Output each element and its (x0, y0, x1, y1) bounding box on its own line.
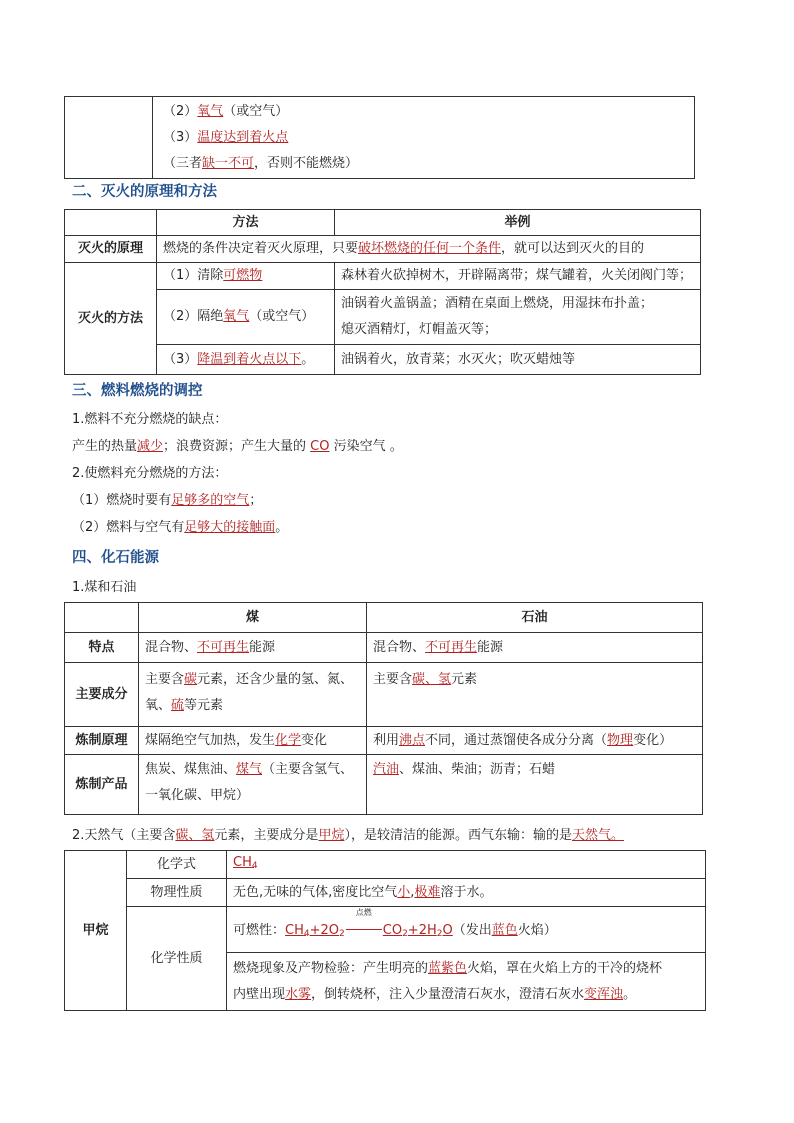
physical-property-label: 物理性质 (127, 879, 227, 907)
combustibility: 可燃性：$CH_4+2O_2$ 点燃 $CO_2+2H_2O$（发出蓝色火焰） (227, 907, 706, 953)
section-3-title: 三、燃料燃烧的调控 (72, 383, 203, 399)
oil-composition: 主要含碳、氢元素 (367, 663, 703, 727)
sec3-p5: （2）燃料与空气有足够大的接触面。 (72, 520, 289, 535)
condition-3: （3）温度达到着火点 (163, 129, 289, 145)
row-refine-principle-label: 炼制原理 (65, 727, 139, 755)
combustion-observation: 燃烧现象及产物检验：产生明亮的蓝紫色火焰，罩在火焰上方的干冷的烧杯 内壁出现水雾，倒转烧杯，注入少量澄清石灰水，澄清石灰水变浑浊。 (227, 953, 706, 1011)
example-3: 油锅着火，放青菜；水灭火；吹灭蜡烛等 (335, 345, 701, 375)
sec3-p4: （1）燃烧时要有足够多的空气； (72, 493, 263, 508)
combustion-conditions-table (64, 96, 695, 179)
method-3: （3）降温到着火点以下。 (157, 345, 335, 375)
coal-products: 焦炭、煤焦油、煤气（主要含氢气、 一氧化碳、甲烷） (139, 755, 367, 815)
oil-refine-principle: 利用沸点不同，通过蒸馏使各成分分离（物理变化） (367, 727, 703, 755)
header-coal: 煤 (139, 603, 367, 633)
methane-table (64, 850, 706, 1011)
method-label: 灭火的方法 (65, 263, 157, 375)
conditions-cell (153, 97, 695, 179)
coal-refine-principle: 煤隔绝空气加热，发生化学变化 (139, 727, 367, 755)
sec4-sub2: 2.天然气（主要含碳、氢元素，主要成分是甲烷），是较清洁的能源。西气东输：输的是天然气。 (72, 828, 624, 843)
condition-2: （2）氧气（或空气） (163, 103, 289, 119)
physical-property-value: 无色,无味的气体,密度比空气小,极难溶于水。 (227, 879, 706, 907)
example-2: 油锅着火盖锅盖；酒精在桌面上燃烧，用湿抹布扑盖； 熄灭酒精灯，灯帽盖灭等； (335, 290, 701, 345)
coal-composition: 主要含碳元素，还含少量的氢、氮、 氧、硫等元素 (139, 663, 367, 727)
header-oil: 石油 (367, 603, 703, 633)
header-method: 方法 (157, 210, 335, 236)
sec3-p2: 产生的热量减少；浪费资源；产生大量的 CO 污染空气 。 (72, 439, 403, 454)
coal-oil-table (64, 602, 703, 815)
sec3-p3: 2.使燃料充分燃烧的方法： (72, 466, 228, 481)
sec3-p1: 1.燃料不充分燃烧的缺点： (72, 412, 228, 427)
sec4-sub1: 1.煤和石油 (72, 580, 137, 595)
methane-label: 甲烷 (65, 851, 127, 1011)
table-empty-cell (65, 97, 153, 179)
formula-label: 化学式 (127, 851, 227, 879)
oil-products: 汽油、煤油、柴油；沥青；石蜡 (367, 755, 703, 815)
chemical-property-label: 化学性质 (127, 907, 227, 1011)
coal-feature: 混合物、不可再生能源 (139, 633, 367, 663)
section-2-title: 二、灭火的原理和方法 (72, 184, 217, 200)
principle-label: 灭火的原理 (65, 236, 157, 263)
row-composition-label: 主要成分 (65, 663, 139, 727)
method-1: （1）清除可燃物 (157, 263, 335, 290)
condition-note: （三者缺一不可，否则不能燃烧） (163, 155, 359, 171)
row-products-label: 炼制产品 (65, 755, 139, 815)
method-2: （2）隔绝氧气（或空气） (157, 290, 335, 345)
header-example: 举例 (335, 210, 701, 236)
principle-text: 燃烧的条件决定着灭火原理，只要破坏燃烧的任何一个条件，就可以达到灭火的目的 (157, 236, 701, 263)
section-4-title: 四、化石能源 (72, 550, 159, 566)
row-feature-label: 特点 (65, 633, 139, 663)
oil-feature: 混合物、不可再生能源 (367, 633, 703, 663)
formula-value: $CH_4$ (227, 851, 706, 879)
example-1: 森林着火砍掉树木，开辟隔离带；煤气罐着，火关闭阀门等； (335, 263, 701, 290)
fire-extinguish-table (64, 209, 701, 375)
reaction-condition: 点燃 (345, 920, 383, 942)
